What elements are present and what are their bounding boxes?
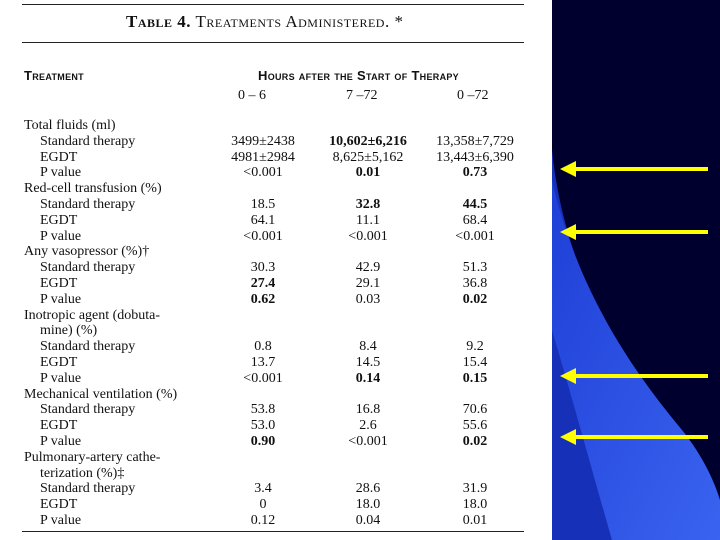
cell-period-2: 29.1 xyxy=(355,276,381,291)
cell-period-2: 28.6 xyxy=(355,481,381,497)
cell-period-1: 27.4 xyxy=(250,276,276,291)
cell-period-3: 70.6 xyxy=(462,402,488,418)
row-label: EGDT xyxy=(40,355,78,370)
row-label: P value xyxy=(40,434,82,449)
table-row xyxy=(0,497,552,513)
cell-period-3: 68.4 xyxy=(462,212,488,228)
cell-period-1: <0.001 xyxy=(243,370,283,386)
cell-period-3: 51.3 xyxy=(462,260,488,276)
table-caption xyxy=(126,12,403,32)
cell-period-3: 55.6 xyxy=(462,418,488,434)
table-row xyxy=(0,165,552,181)
table-row xyxy=(0,513,552,529)
row-label: P value xyxy=(40,370,82,386)
cell-period-3: 13,443±6,390 xyxy=(436,149,514,165)
table-row-heading xyxy=(0,323,552,339)
cell-period-3: 36.8 xyxy=(462,276,488,291)
blue-swoosh xyxy=(552,0,720,540)
row-label: Standard therapy xyxy=(40,339,136,355)
row-label: EGDT xyxy=(40,418,78,434)
row-label: Total fluids (ml) xyxy=(24,118,116,133)
table-row-heading xyxy=(0,244,552,260)
cell-period-1: 18.5 xyxy=(250,197,276,212)
column-header-treatment: Treatment xyxy=(24,68,84,83)
arrow-left-icon xyxy=(560,366,710,386)
period-header-7-72: 7 –72 xyxy=(346,88,378,103)
table-row-heading xyxy=(0,450,552,466)
cell-period-3: 18.0 xyxy=(462,497,488,513)
row-label: Standard therapy xyxy=(40,133,136,149)
table-row xyxy=(0,292,552,308)
cell-period-2: <0.001 xyxy=(348,434,388,449)
row-label: terization (%)‡ xyxy=(40,465,125,481)
cell-period-2: <0.001 xyxy=(348,228,388,244)
table-row xyxy=(0,197,552,213)
cell-period-3: 13,358±7,729 xyxy=(436,133,514,149)
column-header-hours: Hours after the Start of Therapy xyxy=(258,68,459,83)
row-label: EGDT xyxy=(40,149,78,165)
table-row-heading xyxy=(0,118,552,134)
table-row-heading xyxy=(0,181,552,197)
table-row xyxy=(0,355,552,371)
table-row xyxy=(0,434,552,450)
period-header-0-72: 0 –72 xyxy=(457,88,489,103)
cell-period-2: 8.4 xyxy=(359,339,377,355)
table-row xyxy=(0,339,552,355)
cell-period-1: 53.8 xyxy=(250,402,276,418)
cell-period-3: 44.5 xyxy=(462,197,488,212)
period-header-0-6: 0 – 6 xyxy=(238,88,266,103)
cell-period-1: 0 xyxy=(259,497,267,513)
table-row xyxy=(0,371,552,387)
cell-period-1: 0.90 xyxy=(250,434,276,449)
cell-period-3: 9.2 xyxy=(466,339,484,355)
row-label: P value xyxy=(40,228,82,244)
table-row xyxy=(0,229,552,245)
cell-period-2: 0.03 xyxy=(355,291,381,307)
row-label: Standard therapy xyxy=(40,260,136,276)
table-row-heading xyxy=(0,308,552,324)
table-row xyxy=(0,418,552,434)
header-rule xyxy=(22,42,524,43)
cell-period-3: 0.02 xyxy=(462,434,488,449)
cell-period-2: 32.8 xyxy=(355,197,381,212)
arrow-left-icon xyxy=(560,427,710,447)
cell-period-3: 0.02 xyxy=(462,291,488,307)
arrow-left-icon xyxy=(560,222,710,242)
table-row xyxy=(0,260,552,276)
row-label: Red-cell transfusion (%) xyxy=(24,181,162,197)
row-label: P value xyxy=(40,165,82,181)
cell-period-2: 10,602±6,216 xyxy=(329,133,407,149)
top-rule xyxy=(22,4,524,5)
cell-period-1: 0.8 xyxy=(254,339,272,355)
decorative-sidebar xyxy=(552,0,720,540)
table-row xyxy=(0,150,552,166)
cell-period-3: 0.15 xyxy=(462,370,488,386)
cell-period-3: 0.01 xyxy=(462,513,488,528)
cell-period-1: 4981±2984 xyxy=(231,149,295,165)
row-label: Standard therapy xyxy=(40,402,136,418)
cell-period-2: 0.04 xyxy=(355,513,381,528)
row-label: P value xyxy=(40,513,82,528)
cell-period-1: <0.001 xyxy=(243,165,283,181)
row-label: Pulmonary-artery cathe- xyxy=(24,449,161,465)
cell-period-1: 0.12 xyxy=(250,513,276,528)
cell-period-3: 0.73 xyxy=(462,165,488,181)
arrow-left-icon xyxy=(560,159,710,179)
cell-period-1: 3499±2438 xyxy=(231,133,295,149)
caption-title: Treatments Administered. xyxy=(195,12,390,31)
cell-period-2: 18.0 xyxy=(355,497,381,513)
bottom-rule xyxy=(22,531,524,532)
cell-period-1: 64.1 xyxy=(250,212,276,228)
cell-period-2: 2.6 xyxy=(359,418,377,434)
row-label: Standard therapy xyxy=(40,197,136,212)
table-row-heading xyxy=(0,466,552,482)
cell-period-1: 53.0 xyxy=(250,418,276,434)
row-label: EGDT xyxy=(40,212,78,228)
caption-prefix: Table 4. xyxy=(126,12,192,31)
table-row xyxy=(0,481,552,497)
cell-period-2: 0.01 xyxy=(355,165,381,181)
cell-period-1: 0.62 xyxy=(250,291,276,307)
row-label: mine) (%) xyxy=(40,323,98,339)
table-row xyxy=(0,276,552,292)
cell-period-2: 14.5 xyxy=(355,355,381,370)
cell-period-2: 8,625±5,162 xyxy=(332,149,404,165)
row-label: Any vasopressor (%)† xyxy=(24,244,150,260)
table-row xyxy=(0,134,552,150)
cell-period-2: 42.9 xyxy=(355,260,381,276)
table-row xyxy=(0,213,552,229)
table-row-heading xyxy=(0,387,552,403)
cell-period-2: 11.1 xyxy=(356,212,380,228)
row-label: EGDT xyxy=(40,276,78,291)
row-label: P value xyxy=(40,291,82,307)
cell-period-3: 31.9 xyxy=(462,481,488,497)
cell-period-3: 15.4 xyxy=(462,355,488,370)
table-row xyxy=(0,402,552,418)
row-label: Standard therapy xyxy=(40,481,136,497)
cell-period-1: 13.7 xyxy=(250,355,276,370)
cell-period-1: 3.4 xyxy=(254,481,272,497)
cell-period-1: 30.3 xyxy=(250,260,276,276)
row-label: Inotropic agent (dobuta- xyxy=(24,307,161,323)
cell-period-2: 16.8 xyxy=(355,402,381,418)
cell-period-3: <0.001 xyxy=(455,228,495,244)
row-label: Mechanical ventilation (%) xyxy=(24,386,178,402)
cell-period-1: <0.001 xyxy=(243,228,283,244)
row-label: EGDT xyxy=(40,497,78,513)
cell-period-2: 0.14 xyxy=(355,370,381,386)
caption-note-mark: * xyxy=(394,12,404,31)
